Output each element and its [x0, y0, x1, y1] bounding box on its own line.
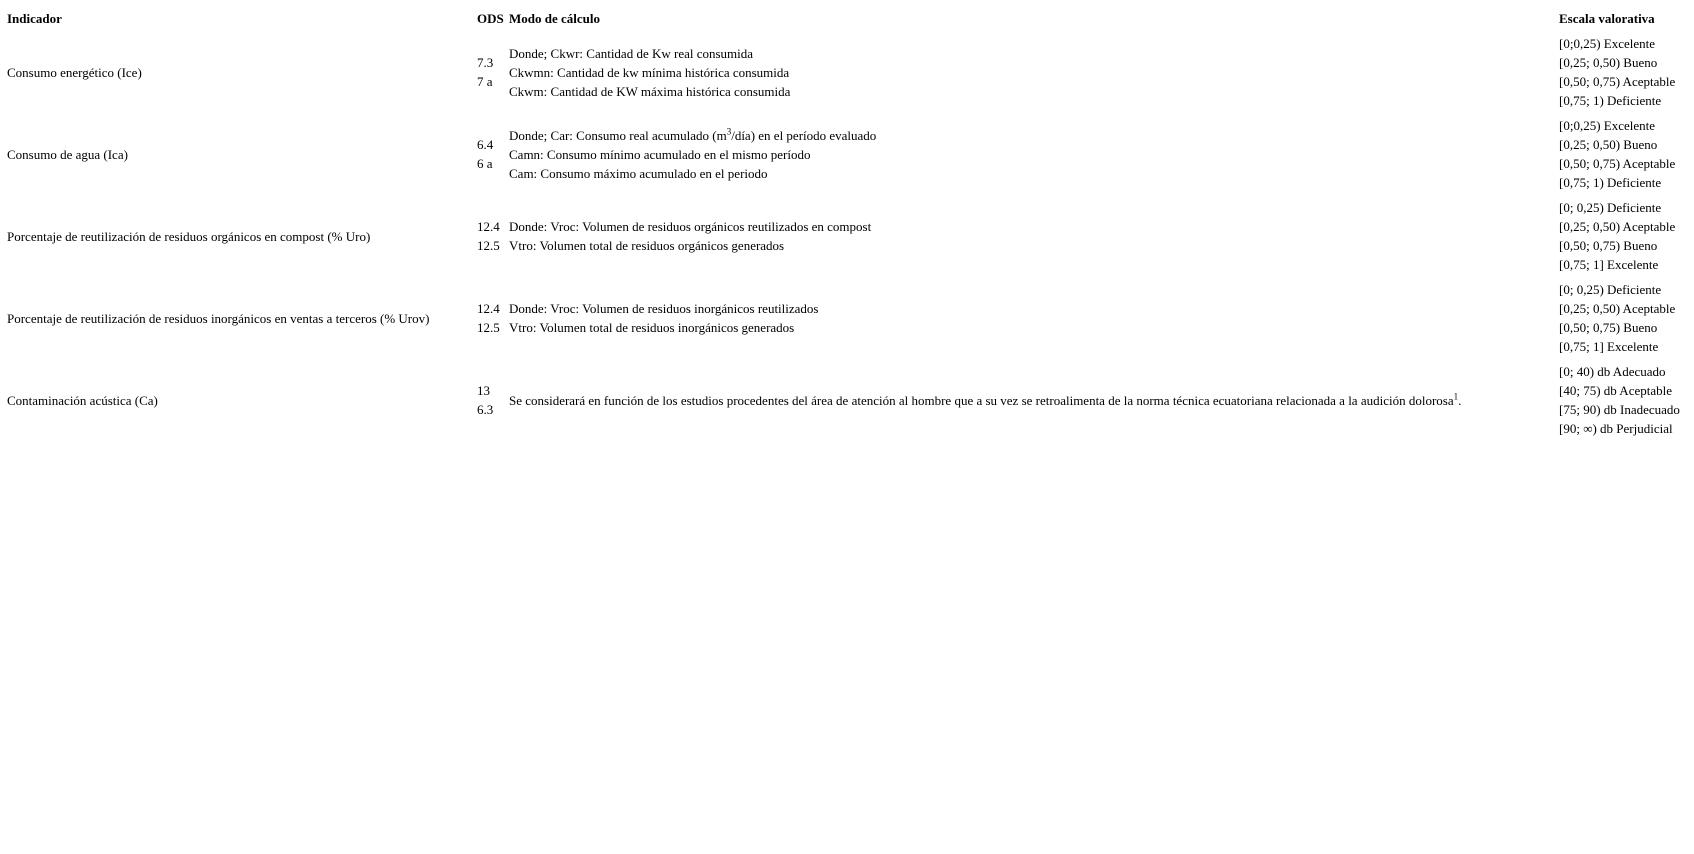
- scale-cell: [1558, 359, 1690, 441]
- calc-text: .: [1458, 392, 1462, 408]
- superscript: 3: [726, 126, 732, 137]
- scale-line: [0;0,25) Excelente: [1559, 36, 1656, 51]
- calc-cell: [508, 113, 1558, 195]
- calc-line: [509, 391, 1557, 410]
- ods-value: 13: [477, 383, 490, 398]
- scale-line: [75; 90) db Inadecuado: [1559, 402, 1680, 417]
- table-row: [6, 277, 1690, 359]
- ods-value: 12.5: [477, 238, 500, 253]
- scale-line: [0; 40) db Adecuado: [1559, 364, 1666, 379]
- scale-cell: [1558, 195, 1690, 277]
- calc-cell: [508, 277, 1558, 359]
- scale-line: [0,50; 0,75) Bueno: [1559, 238, 1658, 253]
- scale-line: [0,25; 0,50) Bueno: [1559, 137, 1658, 152]
- ods-cell: [476, 113, 508, 195]
- header-escala: Escala valorativa: [1559, 11, 1655, 26]
- calc-line: Donde: Vroc: Volumen de residuos orgánicos reutilizados en compost: [509, 219, 872, 234]
- calc-cell: [508, 359, 1558, 441]
- calc-text: Donde; Car: Consumo real acumulado (m: [509, 127, 727, 143]
- scale-line: [0,50; 0,75) Bueno: [1559, 320, 1658, 335]
- scale-line: [0,25; 0,50) Bueno: [1559, 55, 1658, 70]
- indicators-table: [6, 6, 1690, 441]
- calc-line: Camn: Consumo mínimo acumulado en el mismo período: [509, 146, 811, 162]
- scale-line: [0,50; 0,75) Aceptable: [1559, 156, 1676, 171]
- header-ods: ODS: [477, 11, 504, 26]
- ods-value: 12.5: [477, 320, 500, 335]
- header-modo: Modo de cálculo: [509, 11, 600, 26]
- calc-cell: [508, 31, 1558, 113]
- indicator-cell: Porcentaje de reutilización de residuos orgánicos en compost (% Uro): [7, 228, 371, 244]
- calc-line: Ckwmn: Cantidad de kw mínima histórica consumida: [509, 64, 790, 80]
- scale-line: [0,50; 0,75) Aceptable: [1559, 74, 1676, 89]
- scale-line: [90; ∞) db Perjudicial: [1559, 421, 1673, 436]
- table-header-row: [6, 6, 1690, 31]
- calc-line: Cam: Consumo máximo acumulado en el periodo: [509, 165, 768, 181]
- calc-line: Donde; Ckwr: Cantidad de Kw real consumida: [509, 45, 754, 61]
- calc-cell: [508, 195, 1558, 277]
- scale-cell: [1558, 277, 1690, 359]
- footnote-marker: 1: [1453, 391, 1459, 402]
- ods-cell: [476, 277, 508, 359]
- scale-line: [0,75; 1] Excelente: [1559, 257, 1659, 272]
- scale-line: [0,75; 1) Deficiente: [1559, 175, 1662, 190]
- ods-value: 7 a: [477, 74, 493, 89]
- header-indicador: Indicador: [7, 11, 62, 26]
- ods-value: 6.4: [477, 137, 494, 152]
- ods-value: 6 a: [477, 156, 493, 171]
- calc-text: /día) en el período evaluado: [731, 127, 877, 143]
- scale-line: [0,25; 0,50) Aceptable: [1559, 219, 1676, 234]
- table-row: [6, 31, 1690, 113]
- calc-line: Ckwm: Cantidad de KW máxima histórica consumida: [509, 83, 791, 99]
- ods-value: 7.3: [477, 55, 494, 70]
- scale-line: [0; 0,25) Deficiente: [1559, 282, 1662, 297]
- table-row: [6, 359, 1690, 441]
- scale-line: [40; 75) db Aceptable: [1559, 383, 1672, 398]
- scale-cell: [1558, 113, 1690, 195]
- indicator-cell: Consumo energético (Ice): [7, 64, 142, 80]
- table-row: [6, 195, 1690, 277]
- ods-cell: [476, 31, 508, 113]
- scale-line: [0,75; 1] Excelente: [1559, 339, 1659, 354]
- scale-line: [0;0,25) Excelente: [1559, 118, 1656, 133]
- scale-line: [0,75; 1) Deficiente: [1559, 93, 1662, 108]
- ods-cell: [476, 195, 508, 277]
- indicator-cell: Porcentaje de reutilización de residuos inorgánicos en ventas a terceros (% Urov): [7, 310, 430, 326]
- calc-line: Donde: Vroc: Volumen de residuos inorgánicos reutilizados: [509, 301, 819, 316]
- ods-value: 12.4: [477, 301, 500, 316]
- ods-cell: [476, 359, 508, 441]
- table-row: [6, 113, 1690, 195]
- indicator-cell: Contaminación acústica (Ca): [7, 392, 158, 408]
- ods-value: 6.3: [477, 402, 494, 417]
- scale-line: [0,25; 0,50) Aceptable: [1559, 301, 1676, 316]
- calc-text: Se considerará en función de los estudios procedentes del área de atención al hombre que a su vez se retroalimenta de la norma técnica ecuatoriana relacionada a la audición dolorosa: [509, 392, 1454, 408]
- calc-line: Vtro: Volumen total de residuos inorgánicos generados: [509, 320, 795, 335]
- calc-line: [509, 126, 1557, 145]
- ods-value: 12.4: [477, 219, 500, 234]
- calc-line: Vtro: Volumen total de residuos orgánicos generados: [509, 238, 785, 253]
- scale-line: [0; 0,25) Deficiente: [1559, 200, 1662, 215]
- indicator-cell: Consumo de agua (Ica): [7, 146, 128, 162]
- scale-cell: [1558, 31, 1690, 113]
